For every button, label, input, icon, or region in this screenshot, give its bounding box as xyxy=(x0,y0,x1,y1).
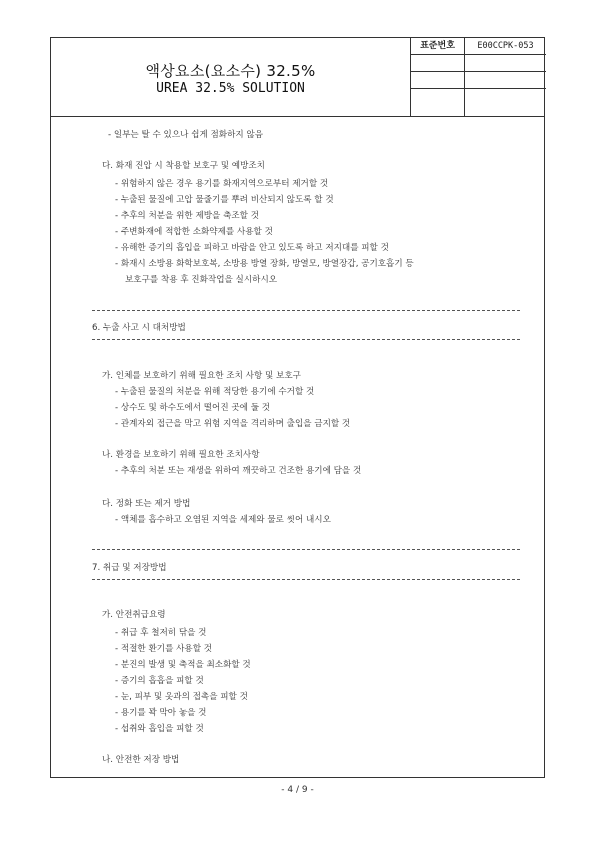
list-item: - 액체를 흡수하고 오염된 지역을 세제와 물로 씻어 내시오 xyxy=(115,515,331,525)
section-7b-heading: 나. 안전한 저장 방법 xyxy=(102,755,180,765)
top-note: - 일부는 탈 수 있으나 쉽게 점화하지 않음 xyxy=(108,130,264,140)
list-item: - 화재시 소방용 화학보호복, 소방용 방열 장화, 방열모, 방열장갑, 공기호흡기 등 xyxy=(115,259,414,269)
meta-cell xyxy=(411,89,465,117)
section-6a-heading: 가. 인체를 보호하기 위해 필요한 조치 사항 및 보호구 xyxy=(102,371,301,381)
list-item: - 적절한 환기를 사용할 것 xyxy=(115,644,213,654)
list-item: - 섭취와 흡입을 피할 것 xyxy=(115,724,204,734)
meta-cell xyxy=(465,72,546,88)
meta-cell xyxy=(411,55,465,71)
meta-row-empty xyxy=(411,89,546,117)
meta-cell xyxy=(465,89,546,117)
page-number: - 4 / 9 - xyxy=(281,785,314,795)
section-divider xyxy=(92,339,520,340)
section-divider xyxy=(92,310,520,311)
list-item: - 추후의 처분을 위한 제방을 축조할 것 xyxy=(115,211,260,221)
fire-heading: 다. 화재 진압 시 착용할 보호구 및 예방조치 xyxy=(102,161,265,171)
section-7-title: 7. 취급 및 저장방법 xyxy=(92,563,167,573)
product-title-korean: 액상요소(요소수) 32.5% xyxy=(145,62,316,80)
list-item: - 누출된 물질에 고압 물줄기를 뿌려 비산되지 않도록 할 것 xyxy=(115,195,334,205)
list-item: - 관계자외 접근을 막고 위험 지역을 격리하며 출입을 금지할 것 xyxy=(115,419,351,429)
section-6-title: 6. 누출 사고 시 대처방법 xyxy=(92,323,186,333)
product-title-english: UREA 32.5% SOLUTION xyxy=(156,81,305,96)
standard-number-label: 표준번호 xyxy=(411,38,465,54)
meta-row-empty xyxy=(411,72,546,89)
list-item-continuation: 보호구를 착용 후 진화작업을 실시하시오 xyxy=(125,275,278,285)
document-header xyxy=(50,37,545,116)
list-item: - 분진의 발생 및 축적을 최소화할 것 xyxy=(115,660,251,670)
list-item: - 용기를 꽉 막아 놓을 것 xyxy=(115,708,207,718)
section-6c-heading: 다. 정화 또는 제거 방법 xyxy=(102,499,191,509)
section-6b-heading: 나. 환경을 보호하기 위해 필요한 조치사항 xyxy=(102,450,260,460)
section-7a-heading: 가. 안전취급요령 xyxy=(102,610,166,620)
section-divider xyxy=(92,579,520,580)
title-box xyxy=(51,38,411,117)
meta-cell xyxy=(411,72,465,88)
meta-cell xyxy=(465,55,546,71)
standard-number-value: E00CCPK-053 xyxy=(477,41,534,51)
meta-row-empty xyxy=(411,55,546,72)
meta-table xyxy=(411,38,546,117)
meta-row-standard-number xyxy=(411,38,546,55)
list-item: - 위험하지 않은 경우 용기를 화재지역으로부터 제거할 것 xyxy=(115,179,329,189)
section-divider xyxy=(92,549,520,550)
list-item: - 주변화재에 적합한 소화약제를 사용할 것 xyxy=(115,227,273,237)
list-item: - 상수도 및 하수도에서 떨어진 곳에 둘 것 xyxy=(115,403,271,413)
list-item: - 눈, 피부 및 옷과의 접촉을 피할 것 xyxy=(115,692,248,702)
list-item: - 증기의 흡흡을 피할 것 xyxy=(115,676,204,686)
list-item: - 누출된 물질의 처분을 위해 적당한 용기에 수거할 것 xyxy=(115,387,315,397)
list-item: - 추후의 처분 또는 재생을 위하여 깨끗하고 건조한 용기에 담을 것 xyxy=(115,466,362,476)
list-item: - 유해한 증기의 흡입을 피하고 바람을 안고 있도록 하고 저지대를 피할 것 xyxy=(115,243,389,253)
list-item: - 취급 후 철저히 닦을 것 xyxy=(115,628,207,638)
